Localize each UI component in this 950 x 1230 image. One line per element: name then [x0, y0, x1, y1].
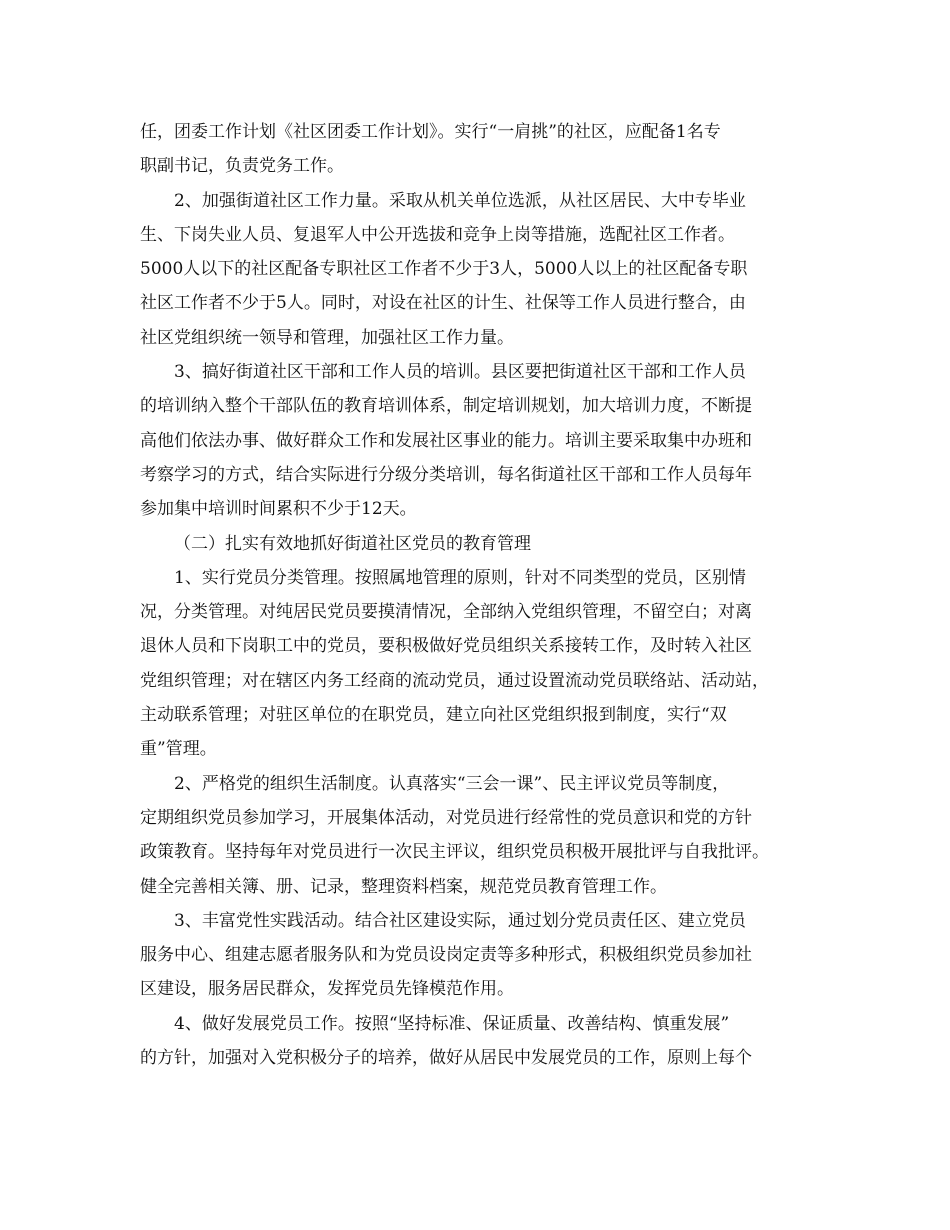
text-line: 定期组织党员参加学习，开展集体活动，对党员进行经常性的党员意识和党的方针: [140, 807, 752, 828]
text-line: 4、做好发展党员工作。按照“坚持标准、保证质量、改善结构、慎重发展”: [174, 1013, 730, 1034]
text-line: （二）扎实有效地抓好街道社区党员的教育管理: [174, 533, 531, 554]
text-line: 党组织管理；对在辖区内务工经商的流动党员，通过设置流动党员联络站、活动站，: [140, 670, 769, 691]
document-body: [140, 115, 820, 1075]
text-line: 5000人以下的社区配备专职社区工作者不少于3人，5000人以上的社区配备专职: [140, 259, 748, 280]
text-line: 主动联系管理；对驻区单位的在职党员，建立向社区党组织报到制度，实行“双: [140, 705, 727, 726]
text-line: 区建设，服务居民群众，发挥党员先锋模范作用。: [140, 979, 514, 1000]
text-line: 退休人员和下岗职工中的党员，要积极做好党员组织关系接转工作，及时转入社区: [140, 636, 752, 657]
text-line: 服务中心、组建志愿者服务队和为党员设岗定责等多种形式，积极组织党员参加社: [140, 945, 752, 966]
text-line: 重”管理。: [140, 739, 217, 760]
text-line: 3、丰富党性实践活动。结合社区建设实际，通过划分党员责任区、建立党员: [174, 910, 746, 931]
text-line: 1、实行党员分类管理。按照属地管理的原则，针对不同类型的党员，区别情: [174, 567, 746, 588]
text-line: 高他们依法办事、做好群众工作和发展社区事业的能力。培训主要采取集中办班和: [140, 430, 752, 451]
text-line: 3、搞好街道社区干部和工作人员的培训。县区要把街道社区干部和工作人员: [174, 362, 746, 383]
text-line: 参加集中培训时间累积不少于12天。: [140, 499, 417, 520]
text-line: 健全完善相关簿、册、记录，整理资料档案，规范党员教育管理工作。: [140, 876, 667, 897]
text-line: 况，分类管理。对纯居民党员要摸清情况，全部纳入党组织管理，不留空白；对离: [140, 602, 752, 623]
text-line: 生、下岗失业人员、复退军人中公开选拔和竞争上岗等措施，选配社区工作者。: [140, 224, 735, 245]
text-line: 2、加强街道社区工作力量。采取从机关单位选派，从社区居民、大中专毕业: [174, 190, 746, 211]
text-line: 考察学习的方式，结合实际进行分级分类培训，每名街道社区干部和工作人员每年: [140, 464, 752, 485]
text-line: 的方针，加强对入党积极分子的培养，做好从居民中发展党员的工作，原则上每个: [140, 1048, 752, 1069]
text-line: 政策教育。坚持每年对党员进行一次民主评议，组织党员积极开展批评与自我批评。: [140, 842, 769, 863]
text-line: 2、严格党的组织生活制度。认真落实“三会一课”、民主评议党员等制度，: [174, 773, 730, 794]
text-line: 任，团委工作计划《社区团委工作计划》。实行“一肩挑”的社区，应配备1名专: [140, 122, 721, 142]
text-line: 职副书记，负责党务工作。: [140, 156, 344, 177]
text-line: 社区工作者不少于5人。同时，对设在社区的计生、社保等工作人员进行整合，由: [140, 293, 746, 314]
text-line: 的培训纳入整个干部队伍的教育培训体系，制定培训规划，加大培训力度，不断提: [140, 396, 752, 417]
text-line: 社区党组织统一领导和管理，加强社区工作力量。: [140, 327, 514, 348]
